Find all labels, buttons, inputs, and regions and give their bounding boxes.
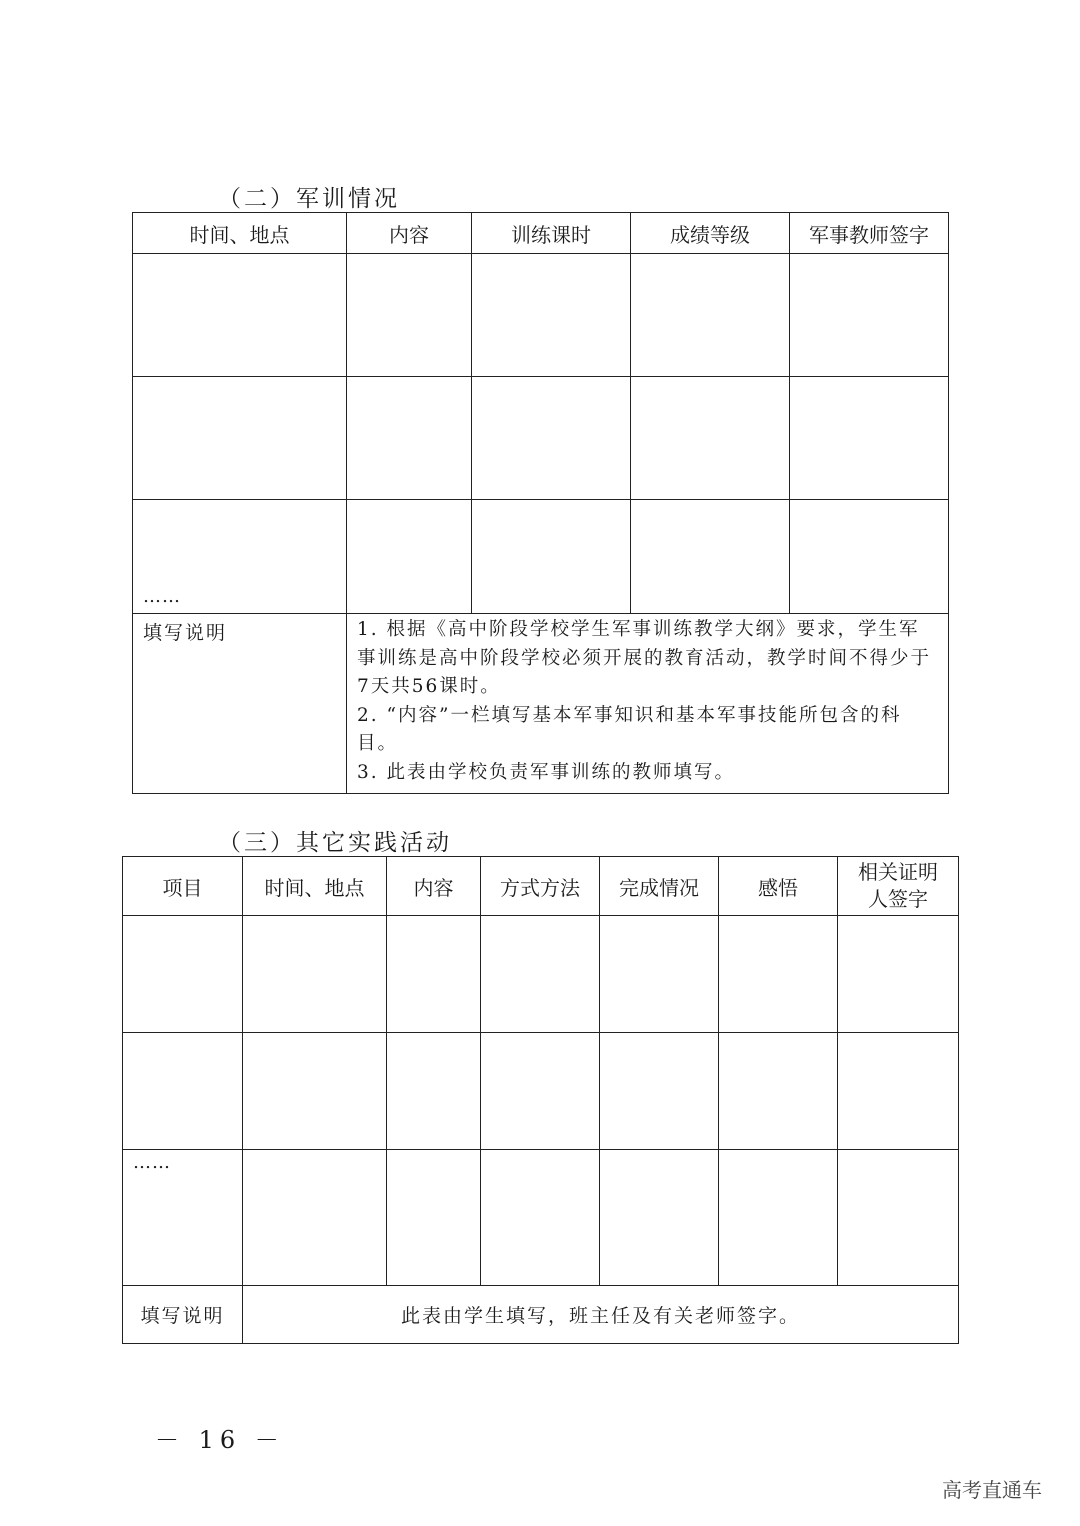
table-row bbox=[133, 377, 949, 500]
table-cell[interactable] bbox=[600, 916, 719, 1033]
table-cell[interactable] bbox=[123, 1033, 243, 1150]
table-cell[interactable] bbox=[719, 916, 838, 1033]
section-2-title: （二）军训情况 bbox=[218, 186, 400, 212]
table-cell[interactable] bbox=[123, 1150, 243, 1286]
table-cell[interactable] bbox=[481, 1150, 600, 1286]
note-label: 填写说明 bbox=[143, 622, 228, 644]
table-cell[interactable] bbox=[600, 1150, 719, 1286]
table-cell[interactable] bbox=[243, 916, 387, 1033]
header-content: 内容 bbox=[387, 857, 481, 916]
header-grade: 成绩等级 bbox=[631, 213, 790, 254]
table-cell[interactable] bbox=[133, 377, 347, 500]
header-project: 项目 bbox=[123, 857, 243, 916]
header-time-place: 时间、地点 bbox=[133, 213, 347, 254]
table-cell[interactable] bbox=[838, 1150, 959, 1286]
table-cell[interactable] bbox=[481, 916, 600, 1033]
table-cell[interactable] bbox=[133, 500, 347, 614]
table-row bbox=[133, 500, 949, 614]
table-cell[interactable] bbox=[600, 1033, 719, 1150]
military-training-table bbox=[132, 212, 949, 794]
table-cell[interactable] bbox=[347, 254, 472, 377]
page-number: － 16 － bbox=[155, 1426, 285, 1454]
table-cell[interactable] bbox=[631, 500, 790, 614]
table-cell[interactable] bbox=[472, 500, 631, 614]
table-cell[interactable] bbox=[631, 254, 790, 377]
header-completion: 完成情况 bbox=[600, 857, 719, 916]
table-cell[interactable] bbox=[790, 377, 949, 500]
header-method: 方式方法 bbox=[481, 857, 600, 916]
header-reflection: 感悟 bbox=[719, 857, 838, 916]
section-3-title: （三）其它实践活动 bbox=[218, 830, 452, 856]
practice-activities-table bbox=[122, 856, 959, 1344]
table-cell[interactable] bbox=[790, 500, 949, 614]
table-cell[interactable] bbox=[387, 1150, 481, 1286]
table-cell[interactable] bbox=[838, 1033, 959, 1150]
note-item: 3. 此表由学校负责军事训练的教师填写。 bbox=[357, 761, 736, 783]
table-cell[interactable] bbox=[481, 1033, 600, 1150]
table-cell[interactable] bbox=[719, 1150, 838, 1286]
continuation-ellipsis: …… bbox=[143, 586, 181, 607]
note-content: 此表由学生填写，班主任及有关老师签字。 bbox=[243, 1286, 959, 1344]
table-cell[interactable] bbox=[387, 916, 481, 1033]
table-cell[interactable] bbox=[387, 1033, 481, 1150]
header-witness-signature: 相关证明人签字 bbox=[838, 857, 959, 916]
table-cell[interactable] bbox=[790, 254, 949, 377]
table-cell[interactable] bbox=[123, 916, 243, 1033]
table-row bbox=[123, 916, 959, 1033]
table-cell[interactable] bbox=[347, 500, 472, 614]
note-content bbox=[347, 614, 949, 794]
table-cell[interactable] bbox=[347, 377, 472, 500]
table-cell[interactable] bbox=[133, 254, 347, 377]
watermark: 高考直通车 bbox=[942, 1478, 1042, 1502]
table-row bbox=[123, 1150, 959, 1286]
table-cell[interactable] bbox=[472, 254, 631, 377]
table-cell[interactable] bbox=[719, 1033, 838, 1150]
continuation-ellipsis: …… bbox=[133, 1152, 171, 1173]
notes-row bbox=[133, 614, 949, 794]
note-item: 2. “内容”一栏填写基本军事知识和基本军事技能所包含的科目。 bbox=[357, 704, 902, 754]
note-item: 1. 根据《高中阶段学校学生军事训练教学大纲》要求，学生军事训练是高中阶段学校必须开展的教育活动，教学时间不得少于7天共56课时。 bbox=[357, 619, 932, 697]
header-content: 内容 bbox=[347, 213, 472, 254]
table-row bbox=[123, 1033, 959, 1150]
header-training-hours: 训练课时 bbox=[472, 213, 631, 254]
table-row bbox=[133, 254, 949, 377]
table-cell[interactable] bbox=[631, 377, 790, 500]
table-cell[interactable] bbox=[243, 1033, 387, 1150]
table-cell[interactable] bbox=[243, 1150, 387, 1286]
notes-row bbox=[123, 1286, 959, 1344]
table-cell[interactable] bbox=[472, 377, 631, 500]
note-label: 填写说明 bbox=[140, 1305, 225, 1327]
header-time-place: 时间、地点 bbox=[243, 857, 387, 916]
table-cell[interactable] bbox=[838, 916, 959, 1033]
header-teacher-signature: 军事教师签字 bbox=[790, 213, 949, 254]
